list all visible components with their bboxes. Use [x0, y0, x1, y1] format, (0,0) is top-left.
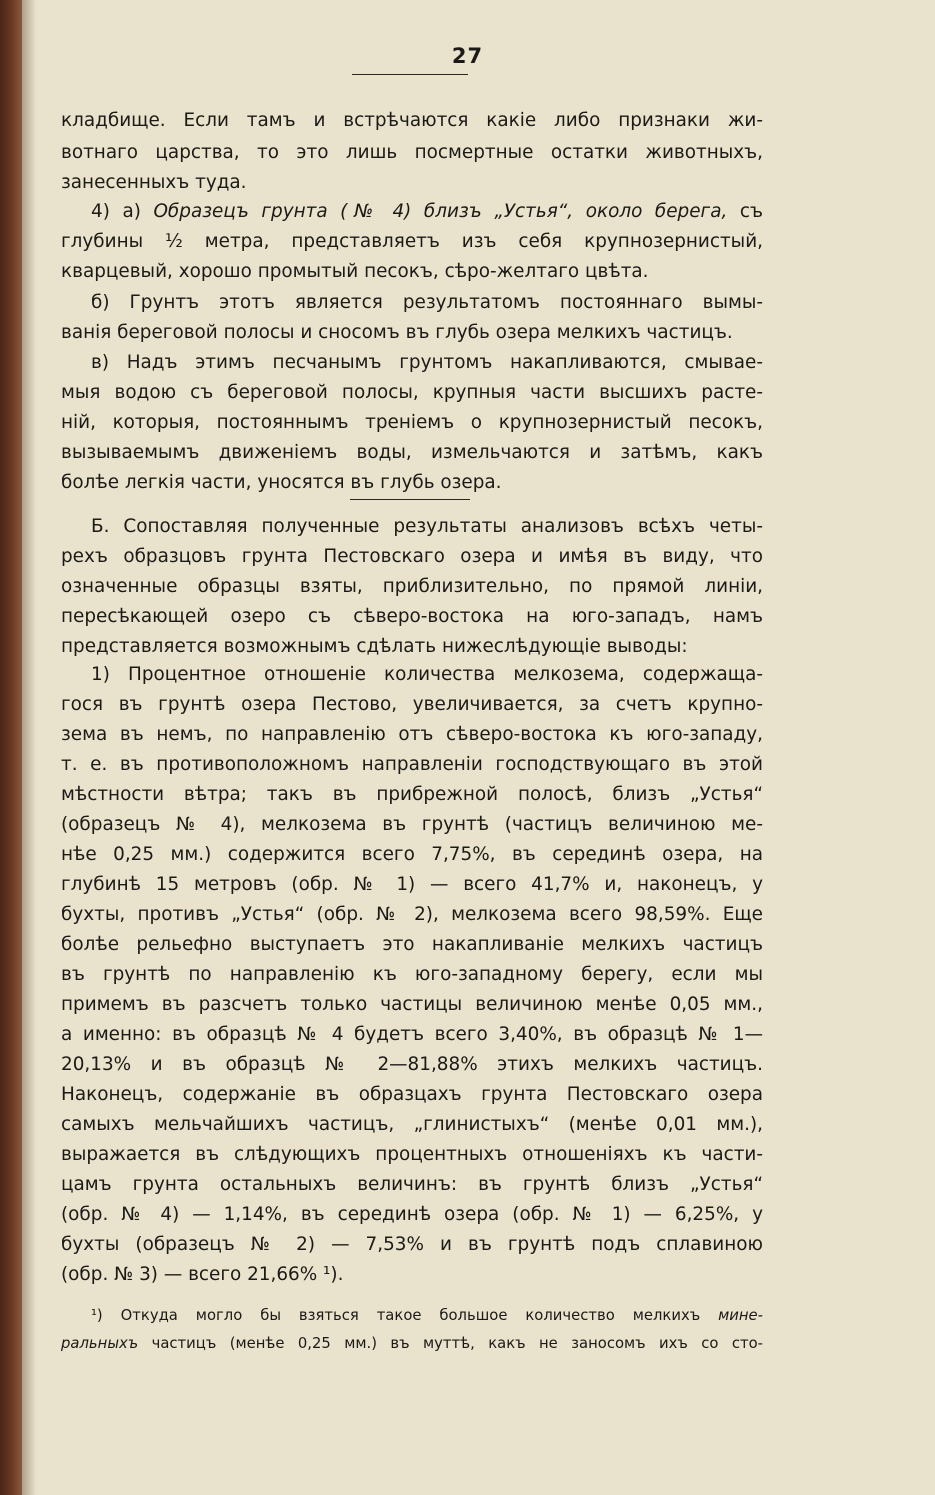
gutter-shadow — [22, 0, 36, 1495]
text-line: болѣе рельефно выступаетъ это накапливаніе мелкихъ частицъ — [61, 934, 763, 955]
text-line: мыя водою съ береговой полосы, крупныя части высшихъ расте- — [61, 382, 763, 403]
text-line: нѣе 0,25 мм.) содержится всего 7,75%, въ серединѣ озера, на — [61, 844, 763, 865]
text-line: выражается въ слѣдующихъ процентныхъ отношеніяхъ къ части- — [61, 1144, 763, 1165]
text-line: вотнаго царства, то это лишь посмертные остатки животныхъ, — [61, 142, 763, 163]
text-line: означенные образцы взяты, приблизительно, по прямой линіи, — [61, 576, 763, 597]
text-line: цамъ грунта остальныхъ величинъ: въ грунтѣ близъ „Устья“ — [61, 1174, 763, 1195]
text-line: Наконецъ, содержаніе въ образцахъ грунта Пестовскаго озера — [61, 1084, 763, 1105]
text-line: въ грунтѣ по направленію къ юго-западному берегу, если мы — [61, 964, 763, 985]
text-line: кварцевый, хорошо промытый песокъ, сѣро-желтаго цвѣта. — [61, 261, 649, 282]
footnote-text: частицъ (менѣе 0,25 мм.) въ муттѣ, какъ не заносомъ ихъ со сто- — [138, 1335, 763, 1352]
page-number: 27 — [451, 44, 484, 68]
text-line: мѣстности вѣтра; такъ въ прибрежной полосѣ, близъ „Устья“ — [61, 784, 763, 805]
footnote-line — [61, 1330, 763, 1358]
text-line: вызываемымъ движеніемъ воды, измельчаются и затѣмъ, какъ — [61, 442, 763, 463]
item-label: 4) а) — [91, 201, 154, 222]
text-line: б) Грунтъ этотъ является результатомъ постояннаго вымы- — [91, 292, 763, 313]
footnote-italic: ральныхъ — [61, 1335, 139, 1352]
section-rule — [350, 499, 470, 500]
text-line: рехъ образцовъ грунта Пестовскаго озера и имѣя въ виду, что — [61, 546, 763, 567]
text-line: (обр. № 4) — 1,14%, въ серединѣ озера (обр. № 1) — 6,25%, у — [61, 1204, 763, 1225]
text-line: болѣе легкія части, уносятся въ глубь озера. — [61, 472, 502, 493]
text-line: бухты, противъ „Устья“ (обр. № 2), мелкозема всего 98,59%. Еще — [61, 904, 763, 925]
text-line: зема въ немъ, по направленію отъ сѣверо-востока къ юго-западу, — [61, 724, 763, 745]
text-line: занесенныхъ туда. — [61, 172, 247, 193]
text-line: (обр. № 3) — всего 21,66% ¹). — [61, 1264, 344, 1285]
text-line: в) Надъ этимъ песчанымъ грунтомъ накапливаются, смывае- — [91, 352, 763, 373]
text-line: глубины ½ метра, представляетъ изъ себя крупнозернистый, — [61, 231, 763, 252]
text-line: глубинѣ 15 метровъ (обр. № 1) — всего 41,7% и, наконецъ, у — [61, 874, 763, 895]
italic-phrase: Образецъ грунта (№ 4) близъ „Устья“, около берега, — [153, 201, 728, 222]
text-line: Б. Сопоставляя полученные результаты анализовъ всѣхъ четы- — [91, 516, 763, 537]
header-rule — [352, 74, 468, 75]
text-line: 20,13% и въ образцѣ № 2—81,88% этихъ мелкихъ частицъ. — [61, 1054, 763, 1075]
footnote-text: ¹) Откуда могло бы взяться такое большое количество мелкихъ — [91, 1307, 719, 1324]
line-suffix: съ — [727, 201, 763, 222]
footnote-italic: мине- — [718, 1307, 763, 1324]
text-line: представляется возможнымъ сдѣлать нижеслѣдующіе выводы: — [61, 636, 688, 657]
text-line: т. е. въ противоположномъ направленіи господствующаго въ этой — [61, 754, 763, 775]
text-line: самыхъ мельчайшихъ частицъ, „глинистыхъ“ (менѣе 0,01 мм.), — [61, 1114, 763, 1135]
text-line: а именно: въ образцѣ № 4 будетъ всего 3,40%, въ образцѣ № 1— — [61, 1024, 763, 1045]
text-line: (образецъ № 4), мелкозема въ грунтѣ (частицъ величиною ме- — [61, 814, 763, 835]
text-line: примемъ въ разсчетъ только частицы величиною менѣе 0,05 мм., — [61, 994, 763, 1015]
text-line: 1) Процентное отношеніе количества мелкозема, содержаща- — [91, 664, 763, 685]
text-line: ванія береговой полосы и сносомъ въ глубь озера мелкихъ частицъ. — [61, 322, 733, 343]
text-line: пересѣкающей озеро съ сѣверо-востока на юго-западъ, намъ — [61, 606, 763, 627]
text-line — [91, 195, 763, 229]
text-line: бухты (образецъ № 2) — 7,53% и въ грунтѣ подъ сплавиною — [61, 1234, 763, 1255]
footnote-line — [91, 1302, 763, 1330]
text-line: кладбище. Если тамъ и встрѣчаются какіе либо признаки жи- — [61, 110, 763, 131]
text-line: гося въ грунтѣ озера Пестово, увеличивается, за счетъ крупно- — [61, 694, 763, 715]
text-line: ній, которыя, постояннымъ треніемъ о крупнозернистый песокъ, — [61, 412, 763, 433]
book-spine-edge — [0, 0, 22, 1495]
